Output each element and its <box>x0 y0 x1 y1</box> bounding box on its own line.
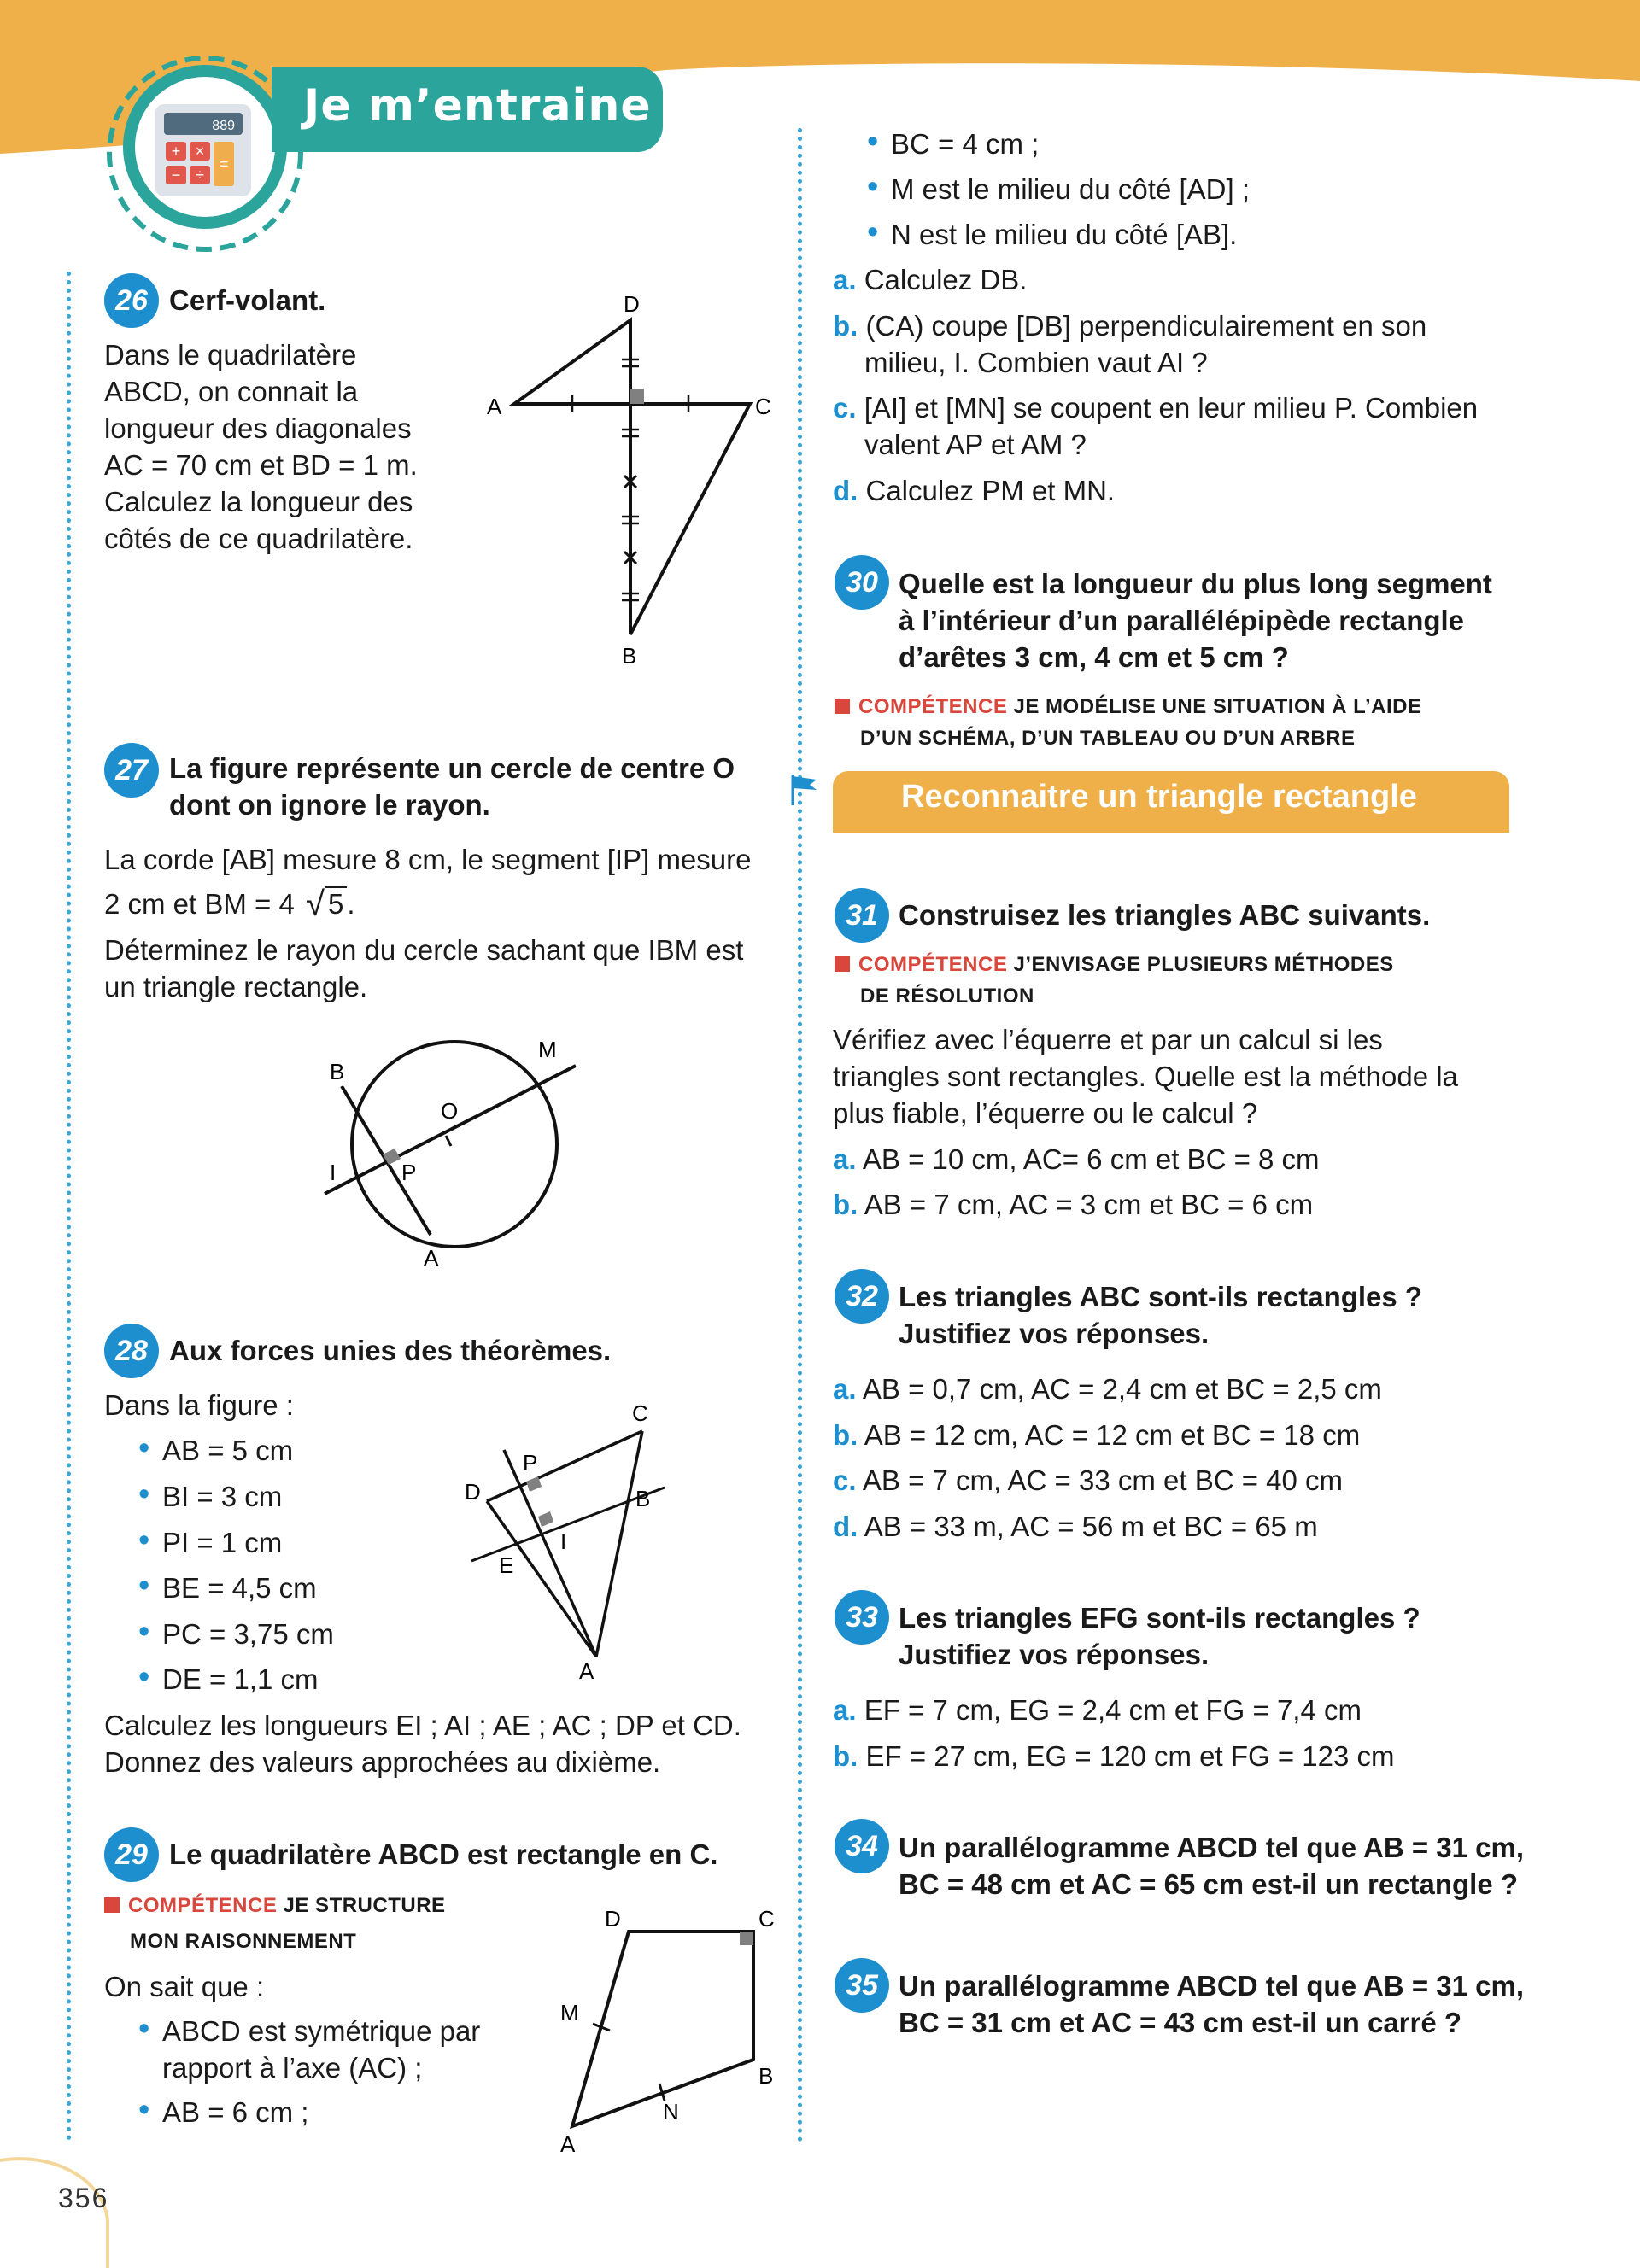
exercise-33-line2: Justifiez vos réponses. <box>899 1639 1210 1670</box>
exercise-31-item-a: a. AB = 10 cm, AC= 6 cm et BC = 8 cm <box>833 1143 1320 1175</box>
exercise-number-35: 35 <box>835 1958 889 2013</box>
exercise-29-competence: COMPÉTENCE JE STRUCTURE <box>104 1891 446 1921</box>
circle-label-b: B <box>330 1059 345 1084</box>
exercise-30-line3: d’arêtes 3 cm, 4 cm et 5 cm ? <box>899 641 1289 673</box>
exercise-number-31: 31 <box>835 888 889 943</box>
exercise-29-bullet2: • AB = 6 cm ; <box>162 2094 308 2131</box>
exercise-27-line4: un triangle rectangle. <box>104 971 368 1002</box>
calc-display: 889 <box>212 119 235 133</box>
exercise-29-bullet4: • M est le milieu du côté [AD] ; <box>891 171 1250 208</box>
section-title: Reconnaitre un triangle rectangle <box>901 779 1417 815</box>
fig28-label-e: E <box>499 1552 514 1578</box>
circle-label-a: A <box>424 1245 439 1271</box>
circle-label-o: O <box>441 1098 459 1124</box>
exercise-32-item-a: a. AB = 0,7 cm, AC = 2,4 cm et BC = 2,5 cm <box>833 1373 1382 1405</box>
circle-label-p: P <box>401 1160 417 1185</box>
exercise-31-line2: triangles sont rectangles. Quelle est la méthode la <box>833 1061 1458 1092</box>
exercise-number-30: 30 <box>835 555 889 610</box>
exercise-30-line2: à l’intérieur d’un parallélépipède rectangle <box>899 605 1465 636</box>
exercise-28-question1: Calculez les longueurs EI ; AI ; AE ; AC ; DP et CD. <box>104 1710 741 1741</box>
exercise-32-item-b: b. AB = 12 cm, AC = 12 cm et BC = 18 cm <box>833 1419 1361 1451</box>
exercise-number-33: 33 <box>835 1590 889 1645</box>
svg-text:÷: ÷ <box>196 167 204 184</box>
exercise-29-question-a: a. Calculez DB. <box>833 264 1028 295</box>
kite-label-d: D <box>624 291 640 317</box>
exercise-29-question-c: c. [AI] et [MN] se coupent en leur milieu P. Combien <box>833 392 1479 424</box>
page-title: Je m’entraine <box>303 80 652 132</box>
exercise-29-intro: On sait que : <box>104 1971 265 2002</box>
exercise-30-competence-line2: D’UN SCHÉMA, D’UN TABLEAU OU D’UN ARBRE <box>860 727 1356 750</box>
fig29-label-c: C <box>758 1906 775 1932</box>
circle-label-m: M <box>538 1037 557 1062</box>
middle-dotted-rule <box>798 128 802 2143</box>
exercise-28-question2: Donnez des valeurs approchées au dixième. <box>104 1746 661 1778</box>
fig29-label-b: B <box>758 2063 774 2089</box>
svg-text:=: = <box>219 155 229 172</box>
exercise-number-28: 28 <box>104 1324 159 1378</box>
exercise-29-question-c-cont: valent AP et AM ? <box>864 429 1086 460</box>
fig28-label-d: D <box>465 1479 481 1505</box>
fig28-label-b: B <box>636 1486 651 1511</box>
exercise-number-26: 26 <box>104 273 159 328</box>
exercise-33-item-b: b. EF = 27 cm, EG = 120 cm et FG = 123 cm <box>833 1740 1395 1772</box>
exercise-31-competence-line2: DE RÉSOLUTION <box>860 985 1034 1008</box>
exercise-29-bullet5: • N est le milieu du côté [AB]. <box>891 216 1237 253</box>
exercise-27-title-line1: La figure représente un cercle de centre O <box>169 752 735 784</box>
exercise-29-question-b-cont: milieu, I. Combien vaut AI ? <box>864 347 1208 378</box>
svg-text:+: + <box>171 143 181 160</box>
exercise-29-title: Le quadrilatère ABCD est rectangle en C. <box>169 1838 718 1870</box>
exercise-27-title-line2: dont on ignore le rayon. <box>169 789 490 821</box>
sqrt-symbol: √ 5 <box>306 885 347 922</box>
exercise-33-line1: Les triangles EFG sont-ils rectangles ? <box>899 1602 1420 1634</box>
exercise-30-competence: COMPÉTENCE JE MODÉLISE UNE SITUATION À L’AIDE <box>835 692 1421 722</box>
quadrilateral-figure-29 <box>547 1904 786 2160</box>
triangle-figure-28 <box>453 1392 692 1691</box>
exercise-32-item-d: d. AB = 33 m, AC = 56 m et BC = 65 m <box>833 1511 1318 1542</box>
exercise-26-title: Cerf-volant. <box>169 284 326 316</box>
fig28-label-i: I <box>560 1529 567 1554</box>
exercise-29-competence-line2: MON RAISONNEMENT <box>130 1930 357 1953</box>
fig28-label-a: A <box>579 1658 594 1684</box>
exercise-29-bullet1-cont: rapport à l’axe (AC) ; <box>162 2052 423 2084</box>
exercise-32-line2: Justifiez vos réponses. <box>899 1318 1210 1349</box>
exercise-31-title: Construisez les triangles ABC suivants. <box>899 899 1431 931</box>
fig29-label-m: M <box>560 2000 579 2025</box>
exercise-35-line1: Un parallélogramme ABCD tel que AB = 31 cm, <box>899 1970 1525 2002</box>
kite-label-b: B <box>622 643 637 669</box>
exercise-31-competence: COMPÉTENCE J’ENVISAGE PLUSIEURS MÉTHODES <box>835 950 1394 980</box>
kite-figure <box>478 286 786 679</box>
exercise-34-line1: Un parallélogramme ABCD tel que AB = 31 cm, <box>899 1832 1525 1863</box>
exercise-29-bullet3: • BC = 4 cm ; <box>891 126 1039 162</box>
exercise-27-line3: Déterminez le rayon du cercle sachant que IBM est <box>104 934 744 966</box>
exercise-35-line2: BC = 31 cm et AC = 43 cm est-il un carré ? <box>899 2007 1462 2038</box>
exercise-29-question-d: d. Calculez PM et MN. <box>833 475 1116 506</box>
kite-label-a: A <box>487 394 502 419</box>
page-number: 356 <box>58 2183 109 2213</box>
fig28-label-c: C <box>632 1400 648 1426</box>
kite-label-c: C <box>755 394 771 419</box>
fig29-label-a: A <box>560 2131 576 2157</box>
fig29-label-n: N <box>663 2099 679 2125</box>
exercise-31-item-b: b. AB = 7 cm, AC = 3 cm et BC = 6 cm <box>833 1189 1314 1220</box>
exercise-34-line2: BC = 48 cm et AC = 65 cm est-il un rectangle ? <box>899 1868 1519 1900</box>
exercise-number-32: 32 <box>835 1269 889 1324</box>
exercise-32-line1: Les triangles ABC sont-ils rectangles ? <box>899 1281 1423 1312</box>
exercise-28-intro: Dans la figure : <box>104 1389 294 1421</box>
exercise-number-29: 29 <box>104 1827 159 1882</box>
left-dotted-rule <box>67 272 71 2142</box>
exercise-number-34: 34 <box>835 1819 889 1873</box>
circle-label-i: I <box>330 1160 337 1185</box>
circle-figure <box>308 1025 598 1281</box>
exercise-30-line1: Quelle est la longueur du plus long segment <box>899 568 1492 599</box>
fig28-label-p: P <box>523 1450 538 1476</box>
svg-text:×: × <box>195 143 205 160</box>
exercise-31-line1: Vérifiez avec l’équerre et par un calcul si les <box>833 1024 1383 1055</box>
svg-text:−: − <box>171 167 181 184</box>
exercise-27-line1: La corde [AB] mesure 8 cm, le segment [IP] mesure <box>104 844 752 875</box>
exercise-29-question-b: b. (CA) coupe [DB] perpendiculairement en son <box>833 310 1427 342</box>
exercise-29-bullet1: • ABCD est symétrique par <box>162 2013 480 2049</box>
flag-icon <box>788 773 822 807</box>
exercise-31-line3: plus fiable, l’équerre ou le calcul ? <box>833 1097 1258 1129</box>
exercise-33-item-a: a. EF = 7 cm, EG = 2,4 cm et FG = 7,4 cm <box>833 1694 1362 1726</box>
fig29-label-d: D <box>605 1906 621 1932</box>
exercise-32-item-c: c. AB = 7 cm, AC = 33 cm et BC = 40 cm <box>833 1464 1344 1496</box>
exercise-27-line2: 2 cm et BM = 4 √ 5 . <box>104 886 355 923</box>
exercise-number-27: 27 <box>104 743 159 798</box>
exercise-28-title: Aux forces unies des théorèmes. <box>169 1335 612 1366</box>
